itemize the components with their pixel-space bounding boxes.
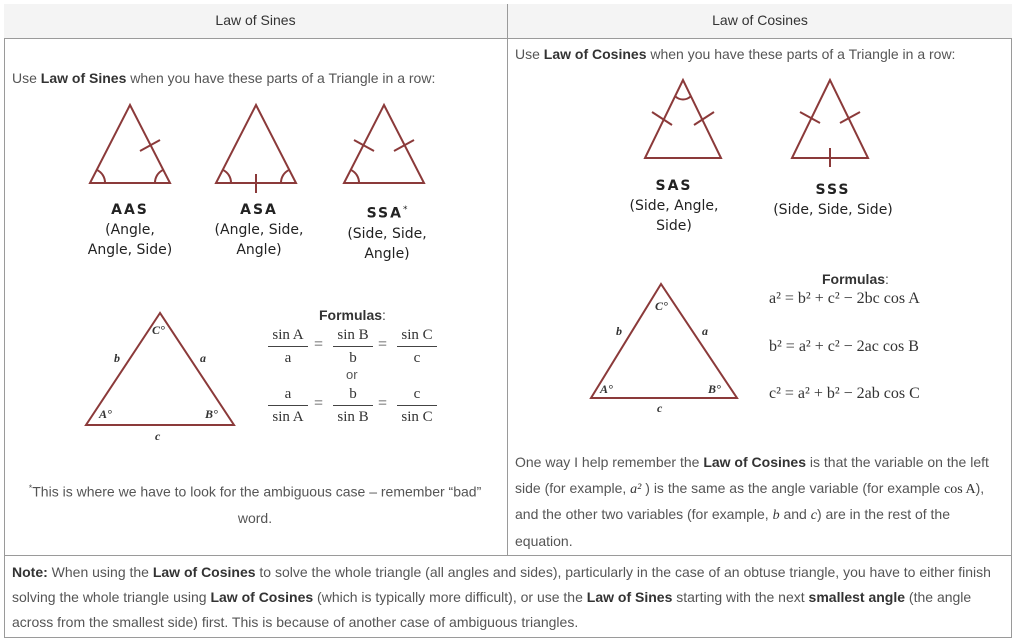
aas-side-tick [140, 140, 160, 151]
sines-formulas-title: Formulas: [319, 307, 386, 323]
sines-vertex-a: A° [99, 407, 112, 421]
cosines-formulas-title: Formulas: [822, 271, 889, 287]
ssa-angle-mark [351, 170, 359, 183]
sines-side-b: b [114, 351, 120, 365]
asa-triangle-icon [216, 105, 296, 183]
cosines-formula-b: b² = a² + c² − 2ac cos B [769, 338, 919, 355]
sines-side-c: c [155, 429, 161, 443]
sines-intro: Use Law of Sines when you have these parts of a Triangle in a row: [12, 70, 436, 86]
sas-angle-mark [675, 96, 691, 99]
cosines-vertex-a: A° [600, 382, 613, 396]
sines-or: or [346, 367, 358, 382]
sas-triangle-icon [645, 80, 721, 158]
ssa-side-tick-left [354, 140, 374, 151]
header-law-of-sines: Law of Sines [215, 12, 296, 28]
cosines-side-a: a [702, 324, 708, 338]
sines-side-a: a [200, 351, 206, 365]
cosines-side-b: b [616, 324, 622, 338]
sines-frac-2-1: a sin A [268, 385, 308, 426]
sines-eq-1-1: = [314, 336, 324, 353]
ssa-triangle-icon [344, 105, 424, 183]
ssa-side-tick-right [394, 140, 414, 151]
aas-angle-a-mark [97, 170, 105, 183]
case-asa: ASA (Angle, Side, Angle) [214, 202, 304, 258]
cosines-side-c: c [657, 401, 663, 415]
header-law-of-cosines: Law of Cosines [712, 12, 808, 28]
aas-angle-b-mark [155, 170, 163, 183]
sines-case-diagrams [0, 0, 508, 555]
case-sss: SSS (Side, Side, Side) [773, 182, 893, 218]
case-ssa: SSA* (Side, Side, Angle) [347, 205, 427, 262]
sines-frac-1-3: sin C c [397, 326, 437, 367]
cosines-intro: Use Law of Cosines when you have these parts of a Triangle in a row: [515, 46, 956, 62]
case-aas: AAS (Angle, Angle, Side) [87, 202, 173, 258]
sines-frac-1-1: sin A a [268, 326, 308, 367]
sines-eq-1-2: = [378, 336, 388, 353]
cosines-vertex-b: B° [708, 382, 721, 396]
aas-triangle-icon [90, 105, 170, 183]
cosines-formula-c: c² = a² + b² − 2ab cos C [769, 385, 920, 402]
cosines-vertex-c: C° [655, 299, 668, 313]
sines-vertex-c: C° [152, 323, 165, 337]
note-row-divider [4, 555, 1012, 556]
sines-frac-2-3: c sin C [397, 385, 437, 426]
asa-angle-b-mark [281, 170, 289, 183]
asa-angle-a-mark [223, 170, 231, 183]
sss-triangle-icon [792, 80, 868, 158]
sines-eq-2-1: = [314, 395, 324, 412]
cosines-mnemonic-paragraph: One way I help remember the Law of Cosines is that the variable on the left side (for example, a² ) is the same as the angle variable (for example cos A), and the other two variables (for example, b and c) are in the rest of the equation. [515, 454, 989, 549]
case-sas: SAS (Side, Angle, Side) [629, 178, 719, 234]
sines-frac-1-2: sin B b [333, 326, 373, 367]
sines-eq-2-2: = [378, 395, 388, 412]
cosines-formula-a: a² = b² + c² − 2bc cos A [769, 290, 920, 307]
sines-frac-2-2: b sin B [333, 385, 373, 426]
sines-footnote: *This is where we have to look for the ambiguous case – remember “bad” word. [28, 483, 482, 526]
note-paragraph: Note: When using the Law of Cosines to solve the whole triangle (all angles and sides), particularly in the case of an obtuse triangle, you have to either finish solving the whole triangle using Law of Cosines (which is typically more difficult), or use the Law of Sines starting with the next smallest angle (the angle across from the smallest side) first. This is because of another case of ambiguous triangles. [12, 564, 991, 630]
sines-vertex-b: B° [205, 407, 218, 421]
